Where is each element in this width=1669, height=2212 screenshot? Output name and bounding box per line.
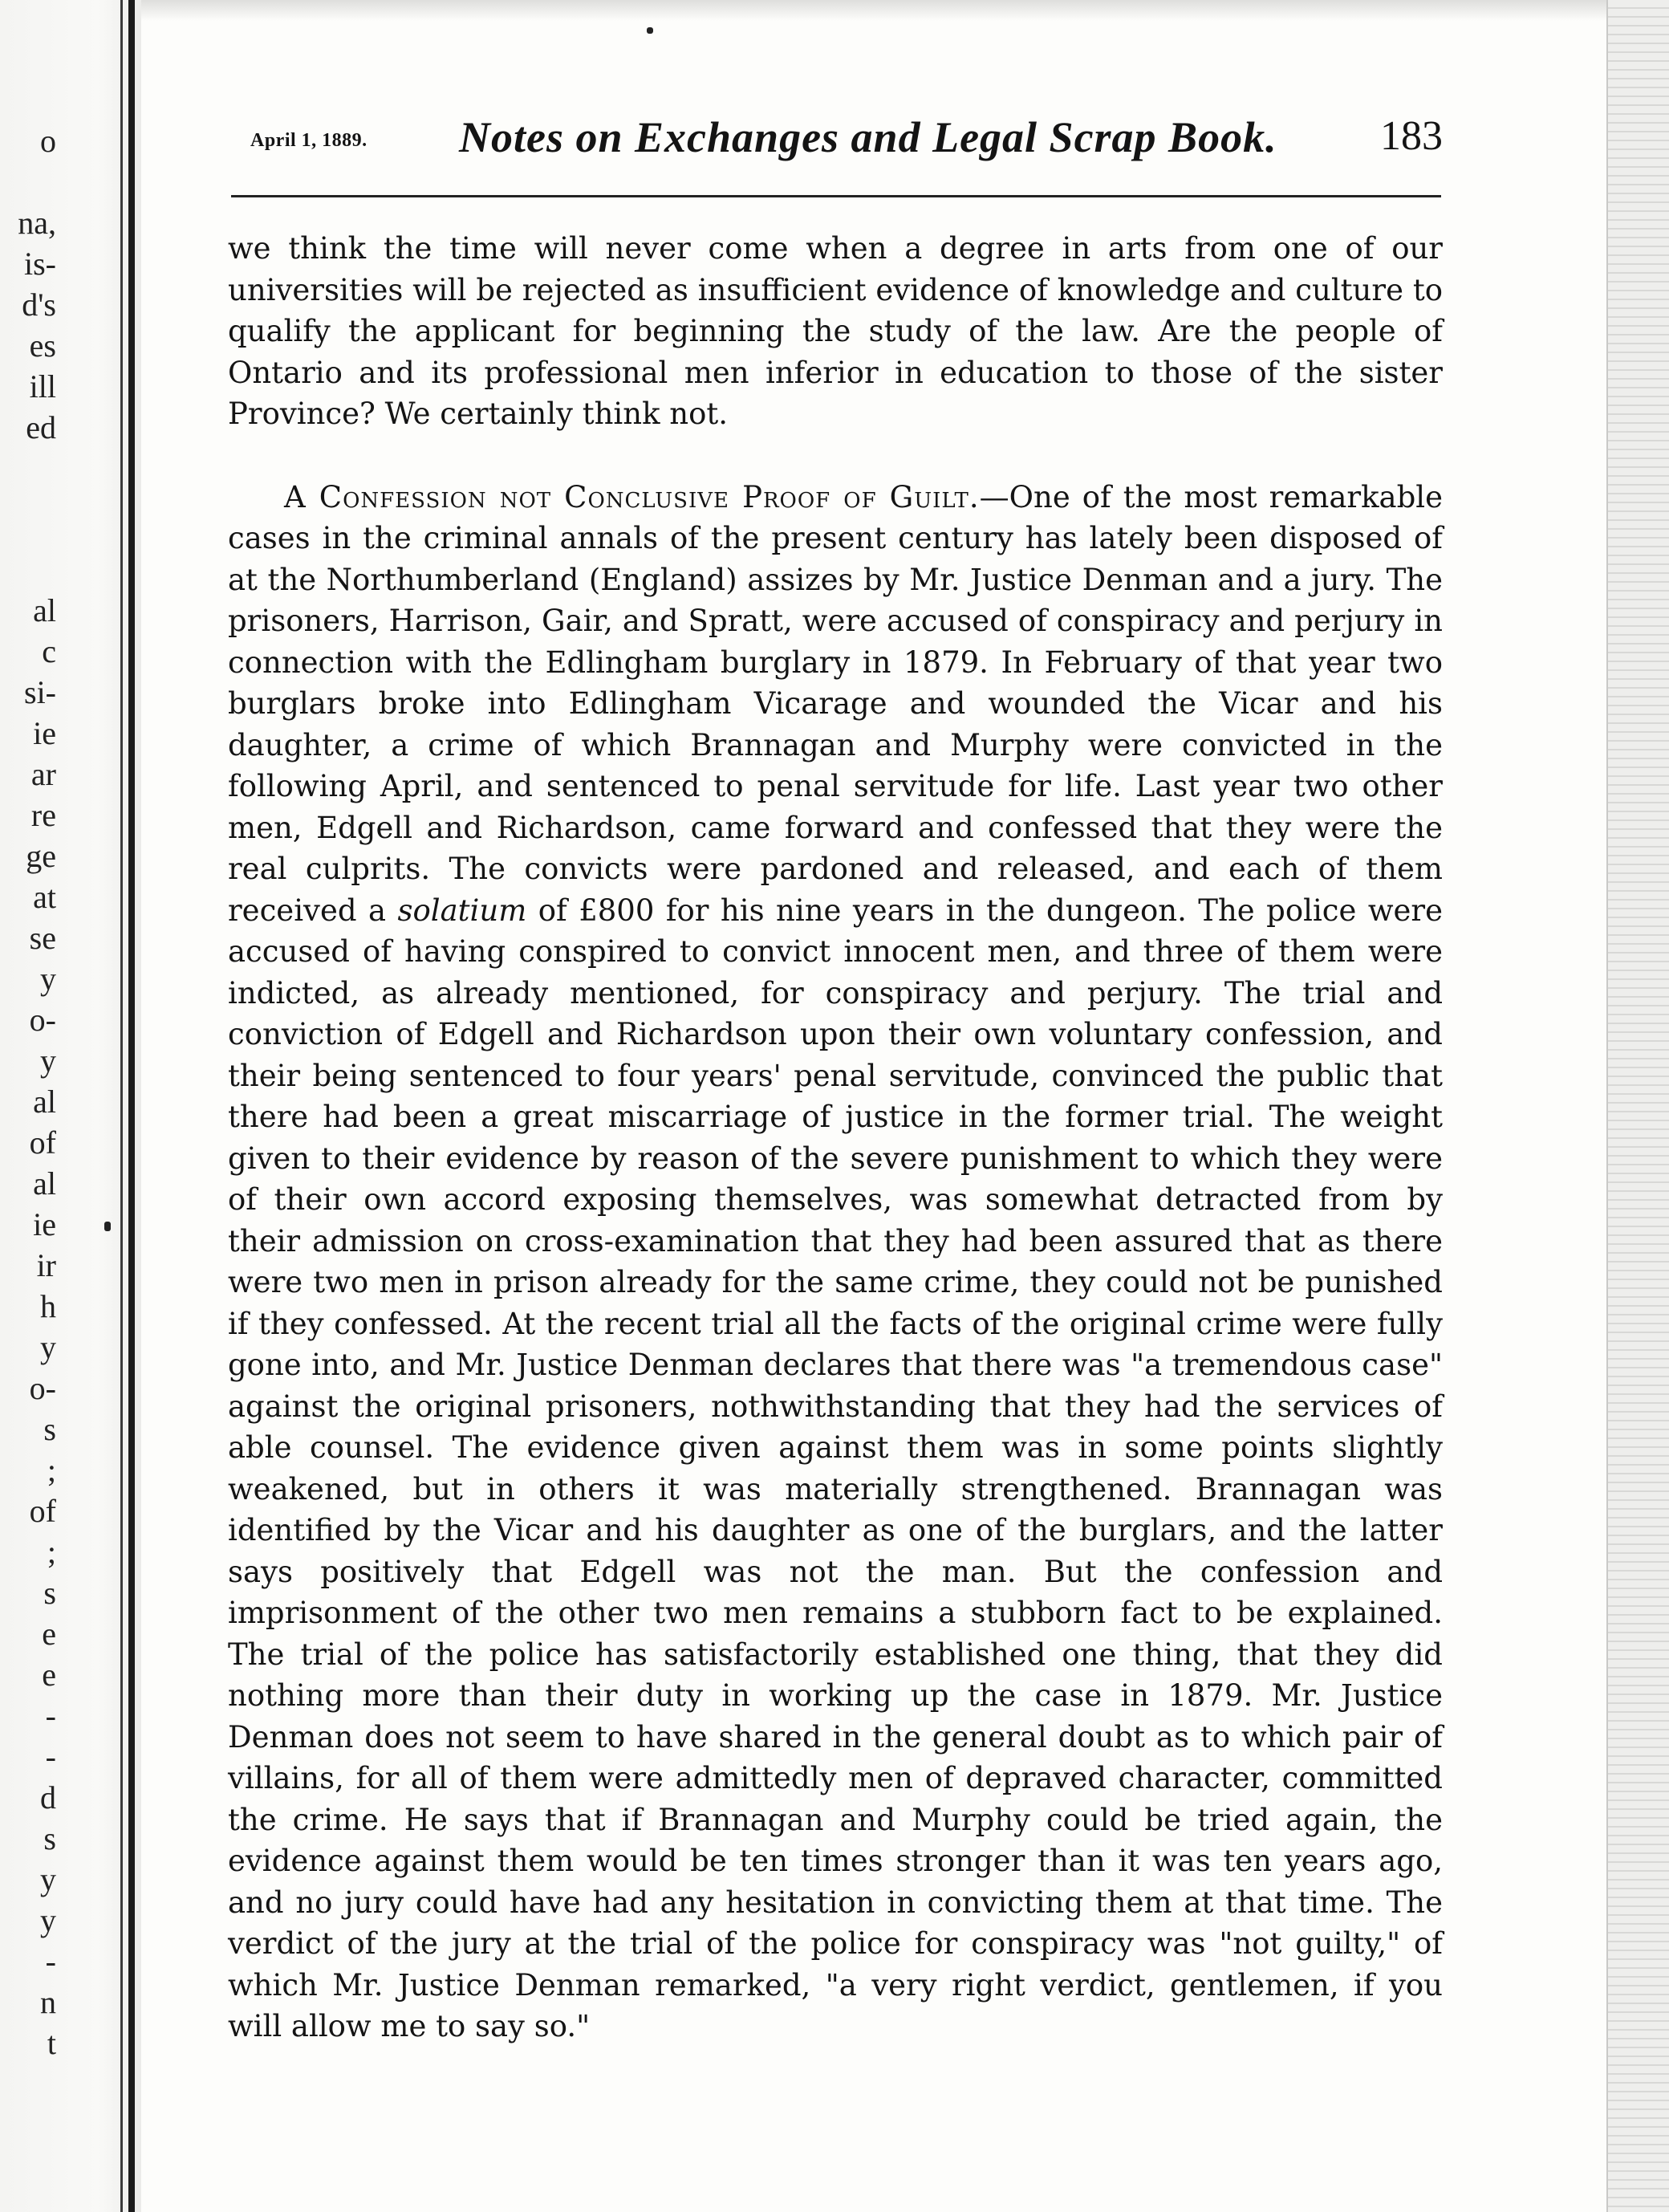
header-title: Notes on Exchanges and Legal Scrap Book.: [459, 113, 1277, 161]
gutter-bleed-fragment: o-: [29, 1002, 56, 1038]
gutter-bleed-fragment: of: [29, 1124, 56, 1161]
gutter-bleed-fragment: y: [40, 1861, 56, 1897]
header-date: April 1, 1889.: [250, 130, 368, 151]
gutter-bleed-fragment: y: [40, 961, 56, 997]
gutter-bleed-fragment: se: [29, 920, 56, 956]
gutter-bleed-fragment: c: [42, 633, 56, 669]
binding-edge-thin: [120, 0, 123, 2212]
gutter-bleed-fragment: ir: [36, 1247, 56, 1283]
paragraph-text-part2: of £800 for his nine years in the dungeon. The police were accused of having conspired to convict innocent men, and three of them were indicted, as already mentioned, for conspiracy and perjury. The trial and conviction of Edgell and Richardson upon their own voluntary confession, and their being sentenced to four years' penal servitude, convinced the public that there had been a great miscarriage of justice in the former trial. The weight given to their evidence by reason of the severe punishment to which they were of their own accord exposing themselves, was somewhat detracted from by their admission on cross-examination that they had been assured that as there were two men in prison already for the same crime, they could not be punished if they confessed. At the recent trial all the facts of the original crime were fully gone into, and Mr. Justice Denman declares that there was "a tremendous case" against the original prisoners, nothwithstanding that they had the services of able counsel. The evidence given against them was in some points slightly weakened, but in others it was materially strengthened. Brannagan was identified by the Vicar and his daughter as one of the burglars, and the latter says positively that Edgell was not the man. But the confession and imprisonment of the other two men remains a stubborn fact to be explained. The trial of the police has satisfactorily established one thing, that they did nothing more than their duty in working up the case in 1879. Mr. Justice Denman does not seem to have shared in the general doubt as to which pair of villains, for all of them were admittedly men of depraved character, committed the crime. He says that if Brannagan and Murphy could be tried again, the evidence against them would be ten times stronger than it was ten years ago, and no jury could have had any hesitation in convicting them at that time. The verdict of the jury at the trial of the police for conspiracy was "not guilty," of which Mr. Justice Denman remarked, "a very right verdict, gentlemen, if you will allow me to say so.": [228, 893, 1444, 2043]
running-header: [250, 112, 1443, 177]
gutter-bleed-fragment: re: [30, 797, 56, 833]
gutter-bleed-fragment: y: [40, 1329, 56, 1365]
top-page-shadow: [141, 0, 1608, 21]
paragraph-confession: [228, 477, 1443, 2047]
gutter-bleed-fragment: ill: [29, 368, 56, 405]
top-mark: [647, 27, 653, 34]
right-page-edge: [1606, 0, 1669, 2212]
gutter-bleed-fragment: t: [47, 2025, 56, 2061]
gutter-bleed-fragment: ge: [26, 838, 56, 874]
gutter-bleed-fragment: at: [33, 879, 56, 915]
gutter-bleed-fragment: o: [40, 123, 56, 159]
gutter-bleed-fragment: ar: [30, 756, 56, 792]
gutter-bleed-fragment: al: [33, 1084, 56, 1120]
gutter-bleed-fragment: n: [40, 1984, 56, 2020]
margin-mark: [104, 1222, 111, 1231]
gutter-bleed-fragment: ;: [47, 1452, 56, 1488]
gutter-bleed-fragment: -: [45, 1698, 56, 1734]
page-number: 183: [1380, 113, 1443, 159]
gutter-bleed-lower: [0, 590, 56, 2064]
gutter-bleed-fragment: s: [43, 1411, 56, 1447]
gutter-bleed-fragment: [0, 161, 56, 202]
gutter-bleed-fragment: s: [43, 1575, 56, 1611]
gutter-bleed-fragment: d's: [22, 287, 56, 323]
gutter-bleed-fragment: -: [45, 1738, 56, 1775]
section-heading: A Confession not Conclusive Proof of Guilt.: [284, 479, 980, 514]
gutter-bleed-fragment: ie: [33, 715, 56, 751]
paragraph-continuation: we think the time will never come when a degree in arts from one of our universities will be rejected as insufficient evidence of knowledge and culture to qualify the applicant for beginning the study of the law. Are the people of Ontario and its professional men inferior in education to those of the sister Province? We certainly think not.: [228, 231, 1443, 431]
gutter-bleed-fragment: e: [42, 1657, 56, 1693]
gutter-bleed-fragment: s: [43, 1820, 56, 1856]
gutter-bleed-fragment: al: [33, 1165, 56, 1202]
gutter-bleed-fragment: -: [45, 1943, 56, 1979]
gutter-bleed-fragment: y: [40, 1902, 56, 1938]
gutter-bleed-fragment: ;: [47, 1534, 56, 1570]
gutter-bleed-fragment: ed: [26, 409, 56, 445]
gutter-bleed-fragment: e: [42, 1616, 56, 1652]
article-body: [228, 228, 1443, 2047]
gutter-bleed-fragment: es: [29, 327, 56, 364]
gutter-bleed-upper: [0, 120, 56, 448]
gutter-bleed-fragment: o-: [29, 1370, 56, 1406]
gutter-bleed-fragment: y: [40, 1043, 56, 1079]
gutter-bleed-fragment: si-: [24, 674, 56, 710]
paragraph-text-part1: —One of the most remarkable cases in the criminal annals of the present century has lately been disposed of at the Northumberland (England) assizes by Mr. Justice Denman and a jury. The prisoners, Harrison, Gair, and Spratt, were accused of conspiracy and perjury in connection with the Edlingham burglary in 1879. In February of that year two burglars broke into Edlingham Vicarage and wounded the Vicar and his daughter, a crime of which Brannagan and Murphy were convicted in the following April, and sentenced to penal servitude for life. Last year two other men, Edgell and Richardson, came forward and confessed that they were the real culprits. The convicts were pardoned and released, and each of them received a: [228, 479, 1443, 928]
gutter-bleed-fragment: ie: [33, 1206, 56, 1242]
gutter-bleed-fragment: is-: [24, 246, 56, 282]
italic-term: solatium: [397, 893, 527, 928]
gutter-bleed-fragment: d: [40, 1779, 56, 1816]
gutter-bleed-fragment: h: [40, 1288, 56, 1324]
binding-edge: [128, 0, 135, 2212]
gutter-bleed-fragment: of: [29, 1493, 56, 1529]
header-rule: [231, 195, 1441, 197]
left-page-gutter: [0, 0, 141, 2212]
gutter-bleed-fragment: al: [33, 592, 56, 628]
gutter-bleed-fragment: na,: [18, 205, 56, 241]
